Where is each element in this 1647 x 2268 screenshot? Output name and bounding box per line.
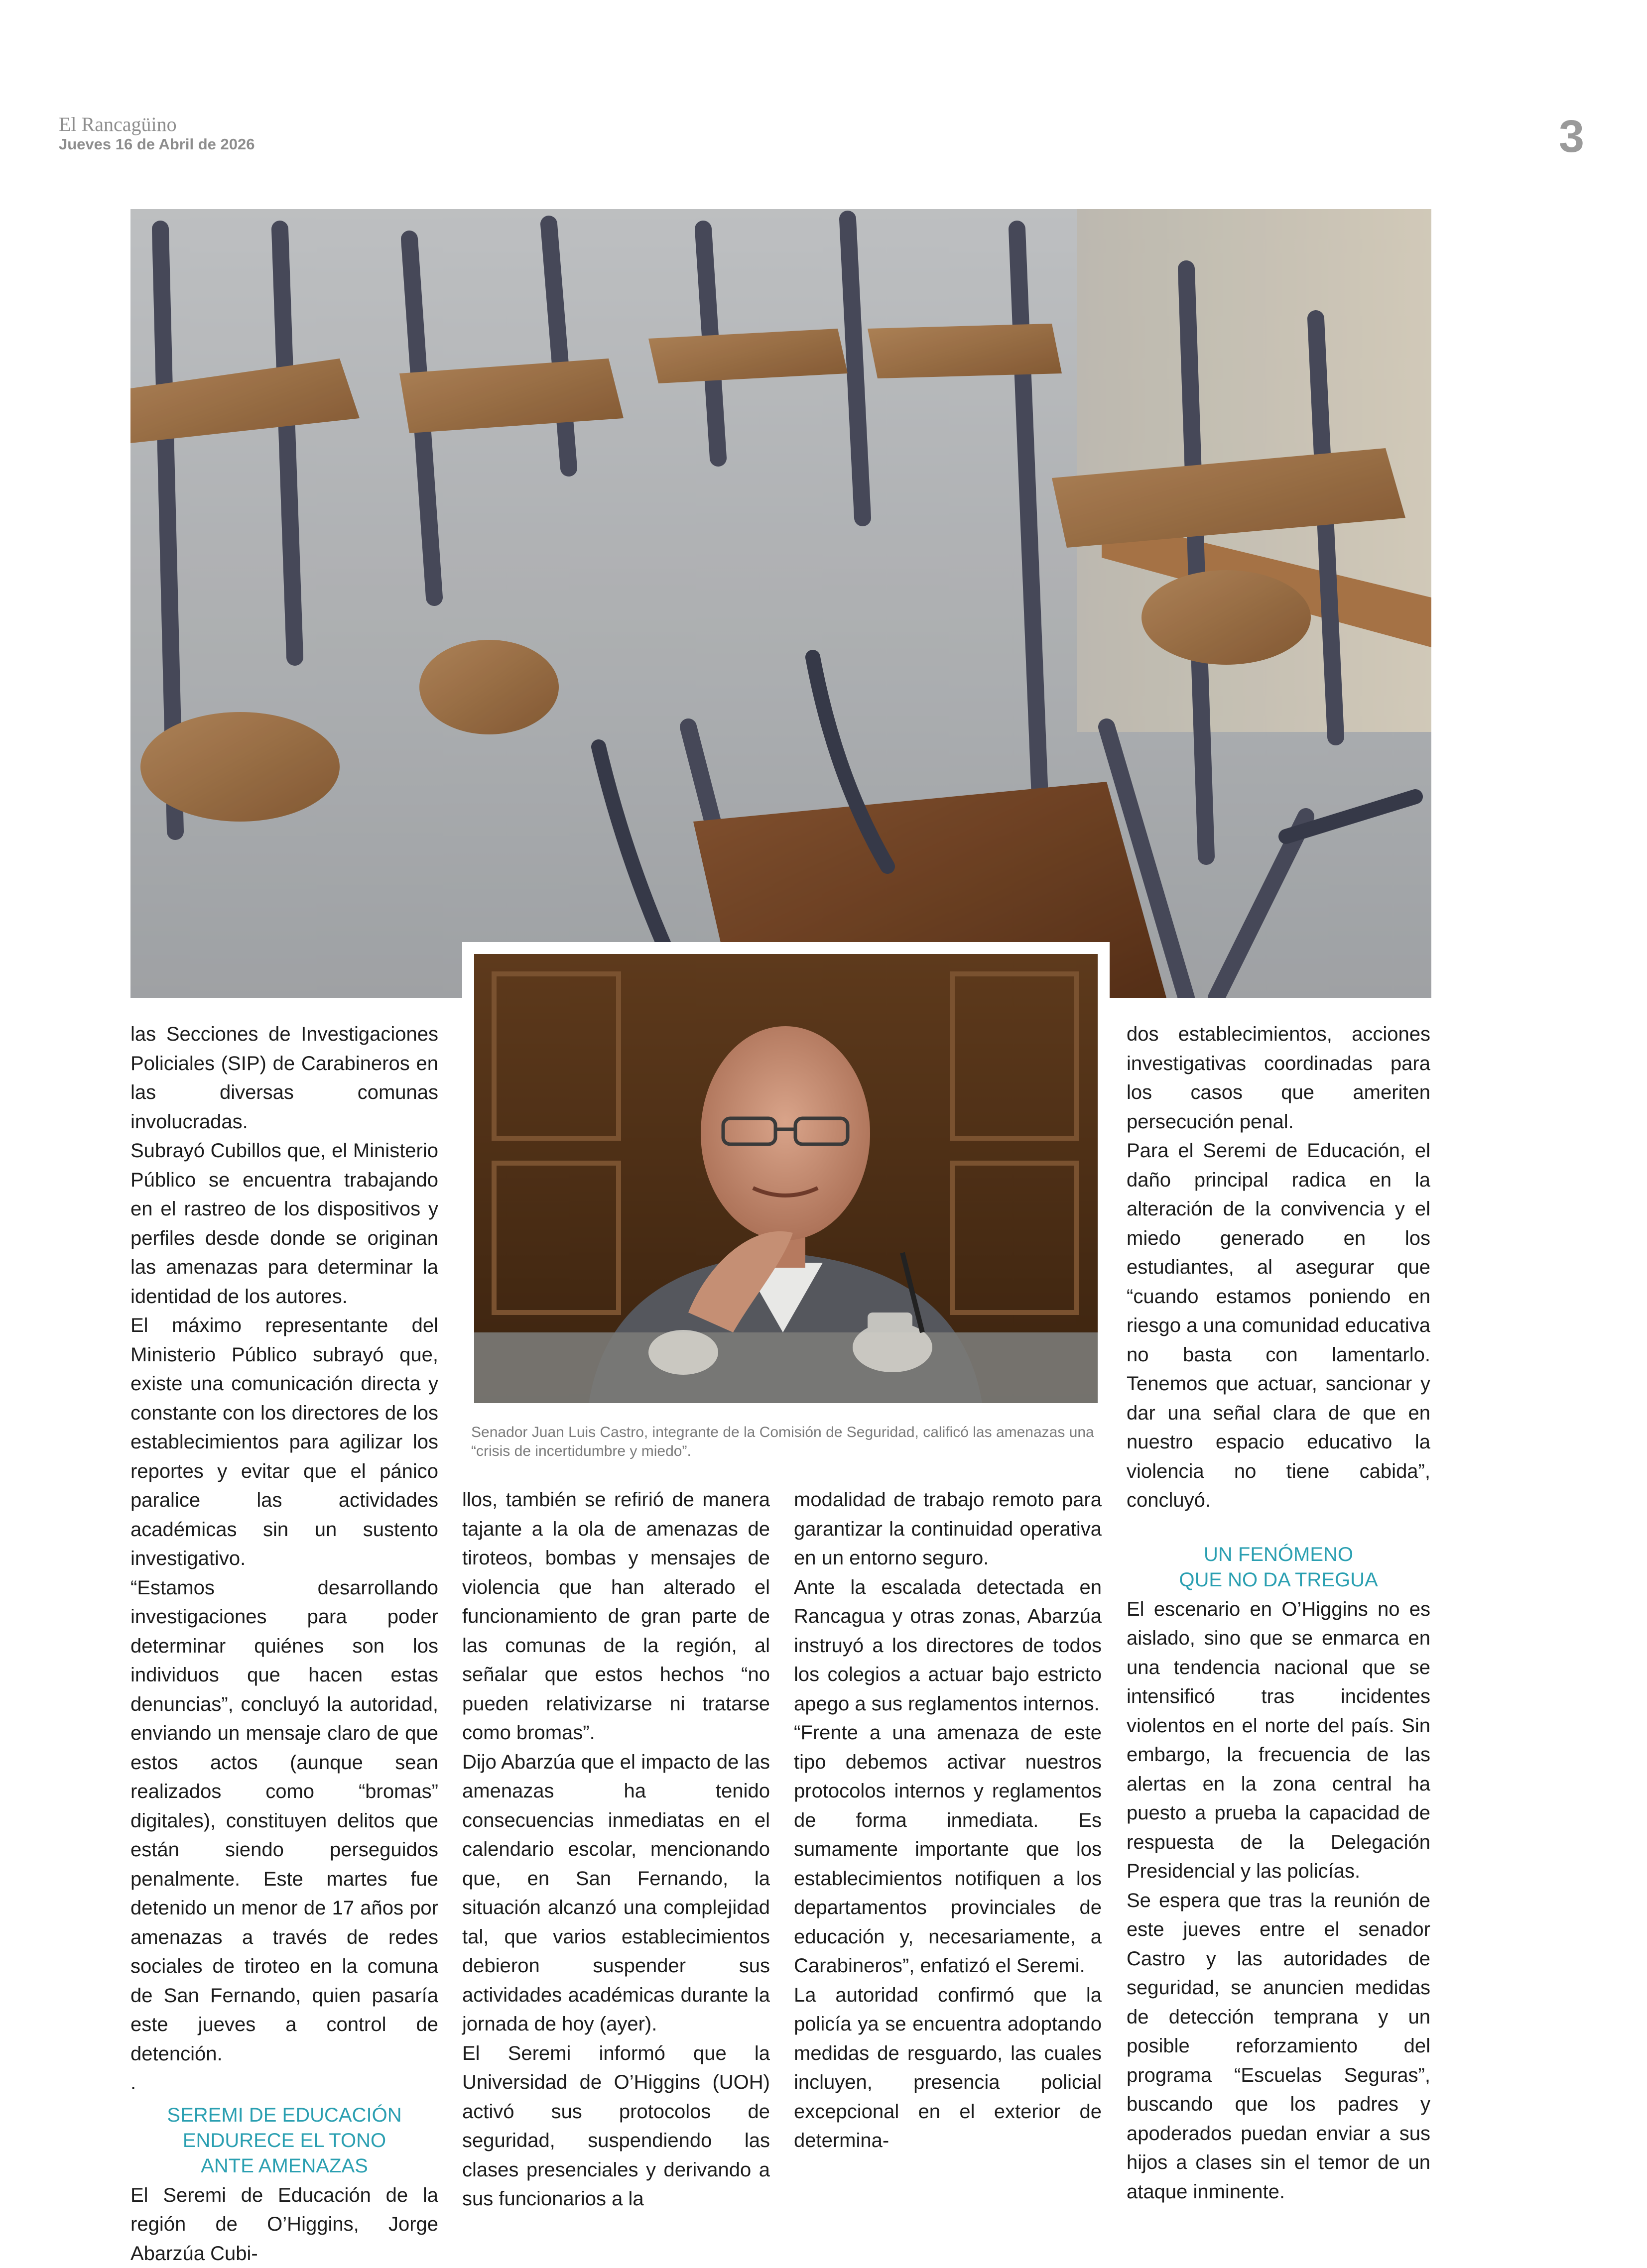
page-number: 3 [1559,111,1584,163]
paragraph: El escenario en O’Higgins no es aislado, sino que se enmarca en una tendencia nacional que se intensificó tras incidentes violentos en el norte del país. Sin embargo, la frecuencia de las alertas en la zona central ha puesto a prueba la capacidad de respuesta de la Delegación Presidencial y las policías. [1127,1595,1430,1886]
senator-photo [474,954,1098,1403]
subheading-line: QUE NO DA TREGUA [1127,1567,1430,1593]
issue-date: Jueves 16 de Abril de 2026 [59,135,254,153]
paragraph: modalidad de trabajo remoto para garantizar la continuidad operativa en un entorno seguro. [794,1485,1102,1573]
senator-portrait-illustration [474,954,1098,1403]
subheading-line: ANTE AMENAZAS [130,2153,438,2179]
paragraph: La autoridad confirmó que la policía ya se encuentra adoptando medidas de resguardo, las cuales incluyen, presencia policial excepcional en el exterior de determina- [794,1981,1102,2155]
paragraph: las Secciones de Investigaciones Policiales (SIP) de Carabineros en las diversas comunas involucradas. [130,1020,438,1136]
paragraph: llos, también se refirió de manera tajante a la ola de amenazas de tiroteos, bombas y mensajes de violencia que han alterado el funcionamiento de gran parte de las comunas de la región, al señalar que estos hechos “no pueden relativizarse ni tratarse como bromas”. [462,1485,770,1748]
article-column-4 [1127,1020,1430,2206]
masthead [59,114,254,153]
subheading-line: UN FENÓMENO [1127,1542,1430,1567]
article-column-1 [130,1020,438,2268]
photo-caption: Senador Juan Luis Castro, integrante de la Comisión de Seguridad, calificó las amenazas una “crisis de incertidumbre y miedo”. [471,1423,1114,1461]
classroom-chairs-illustration [130,209,1431,998]
paragraph: “Frente a una amenaza de este tipo debemos activar nuestros protocolos internos y reglamentos de forma inmediata. Es sumamente importante que los establecimientos notifiquen a los departamentos provinciales de educación y, necesariamente, a Carabineros”, enfatizó el Seremi. [794,1718,1102,1981]
subheading-line: SEREMI DE EDUCACIÓN [130,2103,438,2128]
classroom-photo [130,209,1431,998]
paragraph: El Seremi de Educación de la región de O’Higgins, Jorge Abarzúa Cubi- [130,2181,438,2268]
paragraph: Dijo Abarzúa que el impacto de las amenazas ha tenido consecuencias inmediatas en el calendario escolar, mencionando que, en San Fernando, la situación alcanzó una complejidad tal, que varios establecimientos debieron suspender sus actividades académicas durante la jornada de hoy (ayer). [462,1748,770,2039]
paragraph: Se espera que tras la reunión de este jueves entre el senador Castro y las autoridades de seguridad, se anuncien medidas de detección temprana y un posible reforzamiento del programa “Escuelas Seguras”, buscando que los padres y apoderados puedan enviar a sus hijos a clases sin el temor de un ataque inminente. [1127,1886,1430,2207]
newspaper-name: El Rancagüino [59,114,254,135]
article-column-2 [462,1485,770,2214]
subheading-line: ENDURECE EL TONO [130,2128,438,2153]
paragraph: Subrayó Cubillos que, el Ministerio Público se encuentra trabajando en el rastreo de los dispositivos y perfiles desde donde se originan las amenazas para determinar la identidad de los autores. [130,1136,438,1311]
subheading-fenomeno [1127,1542,1430,1593]
paragraph: “Estamos desarrollando investigaciones para poder determinar quiénes son los individuos que hacen estas denuncias”, concluyó la autoridad, enviando un mensaje claro de que estos actos (aunque sean realizados como “bromas” digitales), constituyen delitos que están siendo perseguidos penalmente. Este martes fue detenido un menor de 17 años por amenazas a través de redes sociales de tiroteo en la comuna de San Fernando, quien pasaría este jueves a control de detención. [130,1573,438,2069]
paragraph: Ante la escalada detectada en Rancagua y otras zonas, Abarzúa instruyó a los directores de todos los colegios a actuar bajo estricto apego a sus reglamentos internos. [794,1573,1102,1719]
stray-period: . [130,2068,438,2098]
paragraph: El Seremi informó que la Universidad de O’Higgins (UOH) activó sus protocolos de seguridad, suspendiendo las clases presenciales y derivando a sus funcionarios a la [462,2039,770,2214]
paragraph: Para el Seremi de Educación, el daño principal radica en la alteración de la convivencia y el miedo generado en los estudiantes, al asegurar que “cuando estamos poniendo en riesgo a una comunidad educativa no basta con lamentarlo. Tenemos que actuar, sancionar y dar una señal clara de que en nuestro espacio educativo la violencia no tiene cabida”, concluyó. [1127,1136,1430,1515]
article-column-3 [794,1485,1102,2155]
paragraph: dos establecimientos, acciones investigativas coordinadas para los casos que ameriten persecución penal. [1127,1020,1430,1136]
subheading-seremi [130,2103,438,2179]
paragraph: El máximo representante del Ministerio Público subrayó que, existe una comunicación directa y constante con los directores de los establecimientos para agilizar los reportes y evitar que el pánico paralice las actividades académicas sin un sustento investigativo. [130,1311,438,1573]
